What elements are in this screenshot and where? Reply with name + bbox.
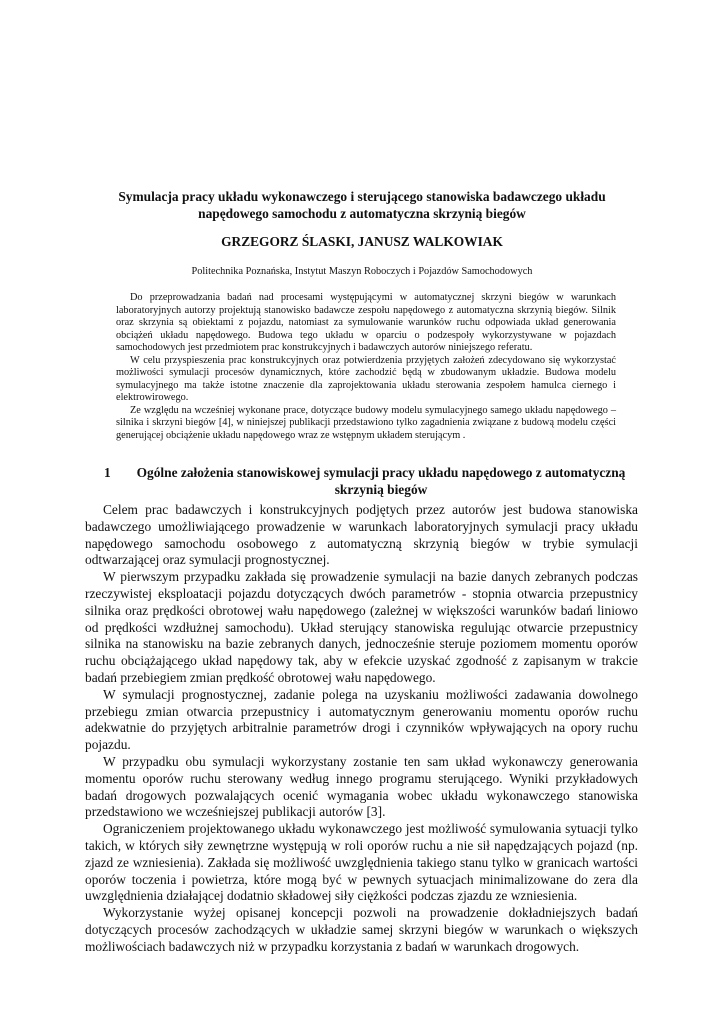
author-affiliation: Politechnika Poznańska, Instytut Maszyn Roboczych i Pojazdów Samochodowych bbox=[191, 266, 533, 277]
abstract-paragraph: Ze względu na wcześniej wykonane prace, dotyczące budowy modelu symulacyjnego samego układu napędowego – silnika i skrzyni biegów [4], w niniejszej publikacji przedstawiono tylko zagadnienia związane z budową modelu części generującej obciążenie układu napędowego wraz ze wstępnym układem sterującym . bbox=[116, 404, 616, 441]
section-title: Ogólne założenia stanowiskowej symulacji pracy układu napędowego z automatyczną skrzynią biegów bbox=[136, 465, 626, 497]
section-body bbox=[85, 502, 638, 956]
abstract-paragraph: W celu przyspieszenia prac konstrukcyjnych oraz potwierdzenia przyjętych założeń zdecydowano się wykorzystać możliwości symulacji procesów dynamicznych, które zachodzić będą w zbudowanym układzie. Budowa modelu symulacyjnego ma także istotne znaczenie dla zaprojektowania układu sterowania zespołem hamulca ciernego i elektrowirowego. bbox=[116, 354, 616, 403]
body-paragraph: Ograniczeniem projektowanego układu wykonawczego jest możliwość symulowania sytuacji tylko takich, w których siły zewnętrzne występują w roli oporów ruchu a nie sił napędzających pojazd (np. zjazd ze wzniesienia). Zakłada się możliwość uwzględnienia takiego stanu tylko w granicach wartości oporów toczenia i powietrza, które mogą być w pewnych sytuacjach minimalizowane do zera dla uwzględnienia działającej dodatnio składowej siły ciężkości podczas zjazdu ze wzniesienia. bbox=[85, 821, 638, 904]
section-number: 1 bbox=[104, 465, 111, 480]
body-paragraph: W symulacji prognostycznej, zadanie polega na uzyskaniu możliwości zadawania dowolnego przebiegu zmian otwarcia przepustnicy i automatycznym generowaniu momentu oporów ruchu adekwatnie do przyjętych arbitralnie parametrów drogi i czynników wpływających na opory ruchu pojazdu. bbox=[85, 686, 638, 753]
paper-authors: GRZEGORZ ŚLASKI, JANUSZ WALKOWIAK bbox=[221, 234, 503, 249]
body-paragraph: W przypadku obu symulacji wykorzystany zostanie ten sam układ wykonawczy generowania momentu oporów ruchu sterowany według innego programu sterującego. Wyniki przykładowych badań drogowych pozwalających ocenić wymagania wobec układu wykonawczego stanowiska przedstawiono we wcześniejszej publikacji autorów [3]. bbox=[85, 753, 638, 820]
body-paragraph: W pierwszym przypadku zakłada się prowadzenie symulacji na bazie danych zebranych podczas rzeczywistej eksploatacji pojazdu dotyczących dwóch parametrów - stopnia otwarcia przepustnicy silnika oraz prędkości obrotowej wału napędowego (zależnej w większości warunków badań liniowo od prędkości wzdłużnej samochodu). Układ sterujący stanowiska regulując otwarcie przepustnicy silnika na stanowisku na bazie zebranych danych, jednocześnie steruje poziomem momentu oporów ruchu obciążającego układ napędowy tak, aby w efekcie uzyskać zgodność z zapisanym w trakcie badań przebiegiem zmian prędkość obrotowej wału napędowego. bbox=[85, 569, 638, 685]
abstract-paragraph: Do przeprowadzania badań nad procesami występującymi w automatycznej skrzyni biegów w warunkach laboratoryjnych autorzy projektują stanowisko badawcze zespołu napędowego z automatyczna skrzynią biegów. Silnik oraz skrzynia są obiektami z pojazdu, natomiast za symulowanie warunków ruchu odpowiada układ generowania obciążeń układu napędowego. Budowa tego układu w oparciu o podzespoły wykorzystywane w pojazdach samochodowych jest przedmiotem prac konstrukcyjnych i badawczych autorów niniejszego referatu. bbox=[116, 292, 616, 353]
body-paragraph: Celem prac badawczych i konstrukcyjnych podjętych przez autorów jest budowa stanowiska badawczego umożliwiającego prowadzenie w warunkach laboratoryjnych symulacji pracy układu napędowego samochodu osobowego z automatyczną skrzynią biegów w trybie symulacji odtwarzającej oraz symulacji prognostycznej. bbox=[85, 502, 638, 568]
body-paragraph: Wykorzystanie wyżej opisanej koncepcji pozwoli na prowadzenie dokładniejszych badań dotyczących procesów zachodzących w układzie samej skrzyni biegów w warunkach o większych możliwościach badawczych niż w przypadku korzystania z badań w warunkach drogowych. bbox=[85, 905, 638, 954]
paper-title: Symulacja pracy układu wykonawczego i sterującego stanowiska badawczego układu napędowego samochodu z automatyczna skrzynią biegów bbox=[118, 189, 606, 221]
section-heading bbox=[96, 465, 636, 498]
abstract bbox=[116, 292, 616, 442]
